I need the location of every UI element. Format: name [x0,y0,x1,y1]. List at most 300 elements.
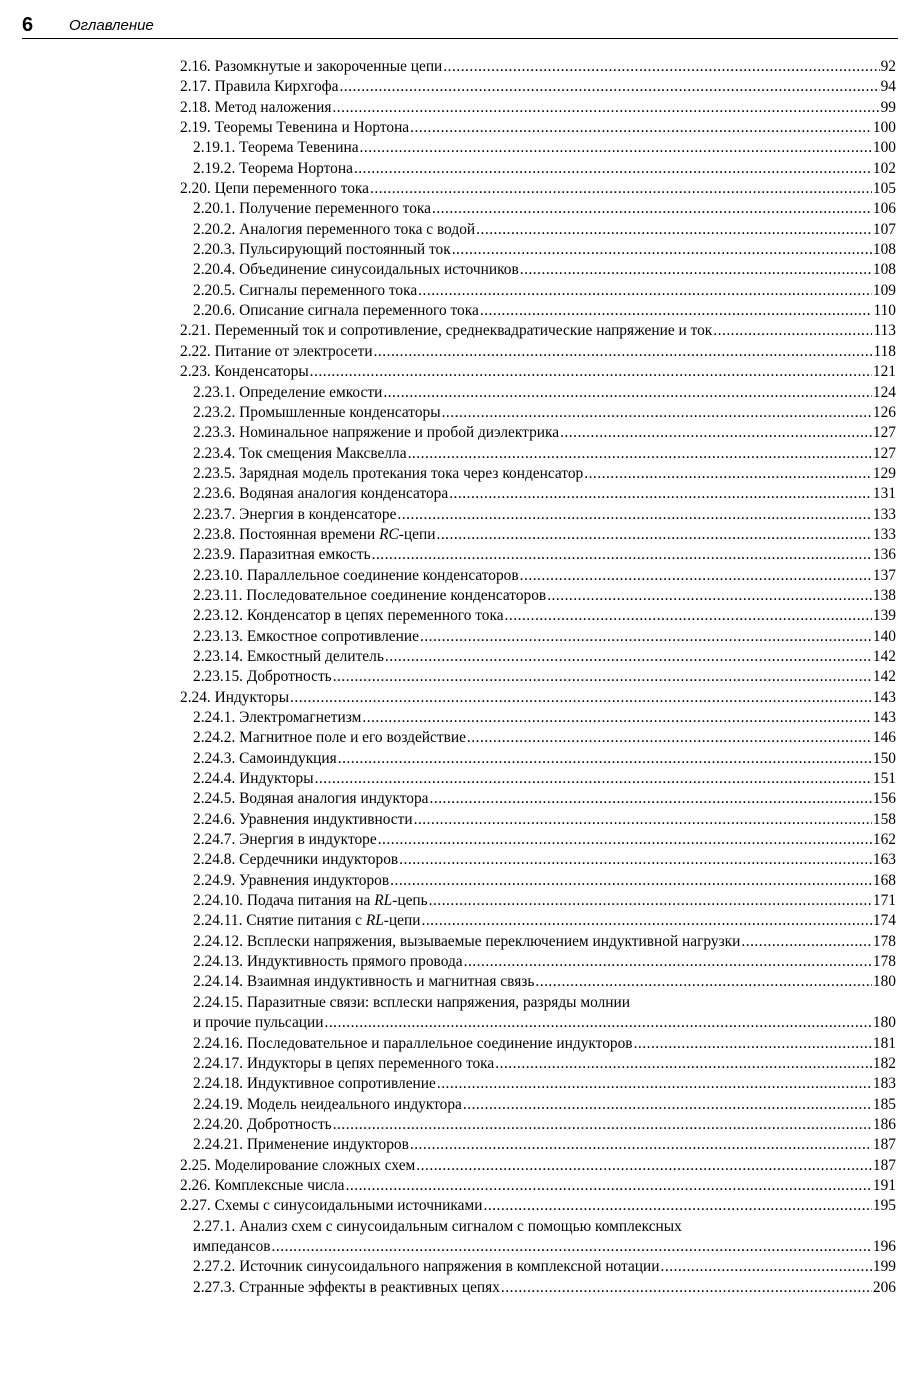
toc-page-number: 180 [872,973,896,991]
toc-leader-dots [310,362,872,382]
toc-entry-title-text: 2.23.13. Емкостное сопротивление [193,627,419,645]
toc-entry[interactable] [180,1054,896,1074]
toc-page-number: 113 [873,322,896,340]
toc-entry[interactable] [180,260,896,280]
toc-entry[interactable] [180,1074,896,1094]
toc-entry-title-text: 2.27. Схемы с синусоидальными источниками [180,1197,483,1215]
toc-entry[interactable] [180,1196,896,1216]
toc-page-number: 109 [872,281,896,299]
toc-entry[interactable] [180,423,896,443]
toc-leader-dots [713,321,872,341]
toc-page-number: 186 [872,1115,896,1133]
toc-entry-title [193,1054,494,1074]
toc-entry-title [193,1278,500,1298]
toc-entry-title-suffix: -цепи [398,525,436,543]
toc-entry[interactable] [180,321,896,341]
toc-entry[interactable] [180,118,896,138]
table-of-contents [180,57,896,1298]
toc-leader-dots [385,647,872,667]
toc-entry-title-text: 2.24.13. Индуктивность прямого провода [193,953,463,971]
toc-page-number: 150 [872,749,896,767]
toc-leader-dots [372,545,872,565]
running-title: Оглавление [69,17,154,34]
toc-entry[interactable] [180,383,896,403]
toc-entry-title-text: импедансов [193,1237,271,1255]
toc-entry[interactable] [180,545,896,565]
toc-entry[interactable] [180,1257,896,1277]
toc-entry-title [193,1013,323,1033]
toc-entry-title-text: и прочие пульсации [193,1014,324,1032]
toc-entry[interactable] [180,749,896,769]
toc-entry[interactable] [180,566,896,586]
toc-page-number: 191 [872,1176,896,1194]
toc-leader-dots [362,708,872,728]
toc-leader-dots [421,911,871,931]
toc-entry-title-text: 2.23.3. Номинальное напряжение и пробой диэлектрика [193,424,560,442]
toc-leader-dots [741,932,872,952]
toc-leader-dots [332,98,879,118]
toc-leader-dots [505,606,872,626]
toc-page-number: 136 [872,546,896,564]
toc-entry-title-text: 2.23.2. Промышленные конденсаторы [193,403,441,421]
toc-leader-dots [480,301,873,321]
toc-entry-title [193,932,740,952]
toc-entry-title [193,728,466,748]
toc-entry-title [180,321,712,341]
toc-entry-title-text: 2.24.17. Индукторы в цепях переменного тока [193,1054,495,1072]
toc-entry-title-text: 2.20.3. Пульсирующий постоянный ток [193,241,451,259]
toc-entry-title [193,1237,271,1257]
toc-entry[interactable] [180,586,896,606]
toc-entry[interactable] [180,850,896,870]
toc-entry-title [193,566,519,586]
toc-leader-dots [378,830,872,850]
toc-leader-dots [584,464,872,484]
toc-leader-dots [410,1135,872,1155]
toc-entry-title-text: 2.23.15. Добротность [193,668,332,686]
toc-leader-dots [547,586,872,606]
toc-entry-title-text: 2.24.21. Применение индукторов [193,1136,409,1154]
toc-entry-title-text: 2.24.7. Энергия в индукторе [193,831,377,849]
toc-page-number: 133 [872,505,896,523]
toc-page-number: 127 [872,424,896,442]
toc-entry[interactable] [180,911,896,931]
toc-entry-title [193,1135,409,1155]
toc-entry[interactable] [180,708,896,728]
toc-entry-title-text: 2.24. Индукторы [180,688,290,706]
toc-page-number: 137 [872,566,896,584]
toc-leader-dots [333,1115,872,1135]
toc-leader-dots [437,1074,872,1094]
toc-entry-title-line: 2.27.1. Анализ схем с синусоидальным сигналом с помощью комплексных [193,1217,682,1235]
page-header [22,12,898,39]
toc-entry-title-text: 2.16. Разомкнутые и закороченные цепи [180,58,443,75]
toc-entry-title-text: 2.23.6. Водяная аналогия конденсатора [193,485,449,503]
toc-page-number: 142 [872,668,896,686]
toc-entry-title [193,952,463,972]
toc-page-number: 187 [872,1136,896,1154]
toc-leader-dots [495,1054,872,1074]
toc-entry[interactable] [180,1176,896,1196]
toc-page-number: 168 [872,871,896,889]
toc-entry-title-text: 2.27.3. Странные эффекты в реактивных цепях [193,1278,500,1296]
toc-page-number: 206 [872,1278,896,1296]
toc-entry[interactable] [180,199,896,219]
toc-page-number: 142 [872,647,896,665]
toc-entry[interactable] [180,647,896,667]
toc-entry-title [193,444,407,464]
toc-page-number: 199 [872,1258,896,1276]
toc-page-number: 100 [872,139,896,157]
toc-entry-title [193,1257,660,1277]
toc-entry-title [193,301,479,321]
toc-entry-title [180,179,369,199]
toc-entry-title-text: 2.20. Цепи переменного тока [180,180,369,198]
toc-leader-dots [449,484,872,504]
toc-entry[interactable] [180,606,896,626]
toc-page-number: 178 [872,953,896,971]
toc-entry[interactable] [180,220,896,240]
toc-entry-title [193,850,398,870]
toc-entry-title [193,281,417,301]
toc-page-number: 140 [872,627,896,645]
toc-page-number: 129 [872,464,896,482]
toc-entry-title [180,362,309,382]
toc-entry-title [193,627,419,647]
toc-entry-title [193,1074,436,1094]
toc-page-number: 121 [872,363,896,381]
toc-leader-dots [535,972,872,992]
toc-entry-title-text: 2.23.5. Зарядная модель протекания тока через конденсатор [193,464,584,482]
toc-entry[interactable] [180,667,896,687]
toc-entry-title-text: 2.24.12. Всплески напряжения, вызываемые переключением индуктивной нагрузки [193,932,741,950]
toc-entry-title [193,647,384,667]
toc-entry-title-text: 2.19. Теоремы Тевенина и Нортона [180,119,410,137]
toc-entry[interactable] [180,972,896,992]
toc-page-number: 187 [872,1156,896,1174]
toc-entry-title-text: 2.20.5. Сигналы переменного тока [193,281,418,299]
toc-entry-title [193,199,431,219]
toc-entry-title [193,1115,332,1135]
toc-entry-title-text: 2.24.9. Уравнения индукторов [193,871,390,889]
toc-entry[interactable] [180,1237,896,1257]
toc-entry[interactable] [180,57,896,77]
toc-entry-title-italic: RL [365,912,384,930]
toc-entry[interactable] [180,362,896,382]
toc-leader-dots [390,871,872,891]
toc-entry-title-text: 2.23.9. Паразитная емкость [193,546,371,564]
toc-entry-title-text: 2.24.2. Магнитное поле и его воздействие [193,729,466,747]
toc-entry-title [180,342,373,362]
toc-entry[interactable] [180,789,896,809]
toc-entry-title [193,972,534,992]
toc-entry-title-text: 2.24.1. Электромагнетизм [193,709,362,726]
toc-entry-title [193,911,420,931]
toc-page-number: 131 [872,485,896,503]
toc-entry[interactable] [180,1135,896,1155]
toc-leader-dots [467,728,872,748]
toc-leader-dots [408,444,872,464]
toc-entry-title-text: 2.23. Конденсаторы [180,363,309,381]
toc-page-number: 146 [872,729,896,747]
toc-entry-title-text: 2.25. Моделирование сложных схем [180,1156,416,1174]
toc-entry-title [193,830,377,850]
toc-entry-title-text: 2.24.3. Самоиндукция [193,749,337,767]
toc-page-number: 107 [872,220,896,238]
toc-leader-dots [339,77,879,97]
toc-entry[interactable] [180,240,896,260]
toc-leader-dots [483,1196,871,1216]
toc-entry-title-text: 2.24.19. Модель неидеального индуктора [193,1095,462,1113]
toc-entry[interactable] [180,830,896,850]
toc-leader-dots [432,199,872,219]
toc-entry[interactable] [180,403,896,423]
toc-entry-title [180,688,289,708]
toc-leader-dots [272,1237,872,1257]
toc-entry-title [193,240,451,260]
toc-entry-title [193,403,441,423]
toc-entry-title-text: 2.24.20. Добротность [193,1115,332,1133]
toc-entry-title-text: 2.24.18. Индуктивное сопротивление [193,1075,436,1093]
toc-leader-dots [436,525,871,545]
toc-page-number: 196 [872,1237,896,1255]
toc-entry-title [193,871,389,891]
toc-entry[interactable] [180,301,896,321]
toc-leader-dots [463,1095,872,1115]
toc-page-number: 156 [872,790,896,808]
toc-page-number: 138 [872,586,896,604]
toc-leader-dots [324,1013,871,1033]
toc-entry-title [193,810,413,830]
toc-entry-title-text: 2.23.8. Постоянная времени [193,525,380,543]
toc-page-number: 195 [872,1197,896,1215]
toc-entry[interactable] [180,98,896,118]
toc-entry-title [193,138,359,158]
toc-entry-title [180,1156,415,1176]
toc-entry[interactable] [180,810,896,830]
toc-entry-title-text: 2.19.1. Теорема Тевенина [193,139,359,157]
toc-page-number: 178 [872,932,896,950]
toc-entry-title-text: 2.20.1. Получение переменного тока [193,200,431,218]
toc-page-number: 126 [872,403,896,421]
toc-entry[interactable] [180,525,896,545]
toc-entry-title [193,484,448,504]
toc-entry-title [180,98,331,118]
toc-entry-title [193,586,546,606]
toc-entry-title-italic: RC [379,525,399,543]
toc-entry[interactable] [180,484,896,504]
toc-entry-title-text: 2.24.5. Водяная аналогия индуктора [193,790,429,808]
toc-entry-title-text: 2.23.7. Энергия в конденсаторе [193,505,397,523]
toc-entry-title [193,1095,462,1115]
toc-entry-title [180,57,442,77]
toc-entry[interactable] [180,891,896,911]
toc-entry[interactable] [180,871,896,891]
toc-entry[interactable] [180,1115,896,1135]
toc-page-number: 163 [872,851,896,869]
toc-page-number: 182 [872,1054,896,1072]
toc-leader-dots [430,789,872,809]
toc-leader-dots [420,627,872,647]
toc-leader-dots [476,220,872,240]
toc-entry-title-text: 2.23.1. Определение емкости [193,383,383,401]
toc-leader-dots [399,850,872,870]
toc-leader-dots [414,810,872,830]
toc-page-number: 102 [872,159,896,177]
toc-entry-title [193,423,559,443]
toc-leader-dots [315,769,872,789]
toc-leader-dots [370,179,872,199]
toc-entry[interactable] [180,505,896,525]
toc-entry-title [180,1176,345,1196]
toc-entry[interactable] [180,179,896,199]
toc-entry-title [180,77,338,97]
toc-entry-title [193,1034,633,1054]
toc-entry-title-text: 2.20.2. Аналогия переменного тока с водой [193,220,476,238]
toc-entry-title [193,708,361,728]
toc-entry[interactable] [180,444,896,464]
toc-entry[interactable] [180,728,896,748]
toc-entry[interactable] [180,688,896,708]
toc-page-number: 105 [872,180,896,198]
toc-entry[interactable] [180,1013,896,1033]
toc-entry-title [193,545,371,565]
toc-leader-dots [634,1034,872,1054]
toc-leader-dots [520,566,872,586]
toc-entry-title-text: 2.24.16. Последовательное и параллельное соединение индукторов [193,1034,633,1052]
toc-entry-title [193,749,337,769]
toc-entry-title [193,667,332,687]
toc-entry-title-text: 2.24.4. Индукторы [193,770,314,788]
toc-entry-title-text: 2.24.11. Снятие питания с [193,912,366,930]
toc-leader-dots [520,260,872,280]
toc-page-number: 124 [872,383,896,401]
toc-leader-dots [661,1257,872,1277]
toc-entry-title-text: 2.23.14. Емкостный делитель [193,647,384,665]
toc-entry[interactable] [180,932,896,952]
toc-page-number: 108 [872,241,896,259]
toc-entry[interactable] [180,1034,896,1054]
toc-entry[interactable] [180,138,896,158]
toc-entry[interactable] [180,159,896,179]
toc-entry[interactable] [180,342,896,362]
toc-page-number: 171 [872,892,896,910]
toc-page-number: 99 [880,98,896,116]
toc-page-number: 162 [872,831,896,849]
toc-leader-dots [290,688,872,708]
page-number: 6 [22,14,34,36]
toc-entry[interactable] [180,1278,896,1298]
toc-entry-title [193,383,382,403]
toc-page-number: 92 [880,58,896,75]
toc-entry-title-suffix: -цепи [383,912,421,930]
toc-page-number: 100 [872,119,896,137]
toc-entry-title [193,220,475,240]
toc-leader-dots [416,1156,872,1176]
toc-leader-dots [501,1278,872,1298]
toc-page-number: 181 [872,1034,896,1052]
toc-entry-title [193,769,314,789]
toc-page-number: 118 [873,342,896,360]
toc-page-number: 180 [872,1014,896,1032]
toc-leader-dots [410,118,872,138]
toc-entry-title-text: 2.20.4. Объединение синусоидальных источников [193,261,519,279]
toc-entry-title-italic: RL [374,892,393,910]
toc-entry-title-suffix: -цепь [392,892,428,910]
toc-entry-title [193,464,583,484]
toc-entry-title-text: 2.17. Правила Кирхгофа [180,78,339,96]
toc-entry-title [180,1196,482,1216]
toc-page-number: 106 [872,200,896,218]
toc-page-number: 108 [872,261,896,279]
toc-leader-dots [560,423,872,443]
toc-page-number: 174 [872,912,896,930]
toc-entry-title [193,159,353,179]
toc-leader-dots [338,749,872,769]
toc-entry-title-text: 2.20.6. Описание сигнала переменного тока [193,302,479,320]
toc-entry[interactable] [180,77,896,97]
toc-entry[interactable] [180,281,896,301]
toc-page-number: 185 [872,1095,896,1113]
toc-entry-title-text: 2.24.10. Подача питания на [193,892,375,910]
toc-leader-dots [429,891,872,911]
toc-page-number: 127 [872,444,896,462]
toc-leader-dots [333,667,872,687]
toc-entry-title-text: 2.22. Питание от электросети [180,342,373,360]
toc-entry-title-text: 2.23.4. Ток смещения Максвелла [193,444,407,462]
toc-entry-title-text: 2.18. Метод наложения [180,98,332,116]
toc-leader-dots [418,281,872,301]
toc-page-number: 183 [872,1075,896,1093]
toc-entry-title-text: 2.19.2. Теорема Нортона [193,159,353,177]
toc-entry[interactable] [180,952,896,972]
toc-entry[interactable] [180,627,896,647]
toc-entry[interactable] [180,1156,896,1176]
toc-entry-title [193,260,519,280]
toc-leader-dots [443,57,879,77]
toc-entry[interactable] [180,1095,896,1115]
toc-entry[interactable] [180,464,896,484]
toc-entry-title-text: 2.27.2. Источник синусоидального напряжения в комплексной нотации [193,1258,660,1276]
toc-entry-title [193,789,429,809]
toc-leader-dots [360,138,872,158]
toc-entry-title-text: 2.24.8. Сердечники индукторов [193,851,399,869]
toc-leader-dots [354,159,872,179]
toc-entry-title [180,118,409,138]
toc-entry[interactable] [180,769,896,789]
toc-leader-dots [383,383,872,403]
toc-leader-dots [442,403,872,423]
toc-page-number: 151 [872,770,896,788]
toc-entry-title-line: 2.24.15. Паразитные связи: всплески напряжения, разряды молнии [193,993,630,1011]
toc-page-number: 158 [872,810,896,828]
toc-entry-title [193,505,396,525]
toc-leader-dots [397,505,871,525]
toc-leader-dots [374,342,873,362]
toc-leader-dots [346,1176,872,1196]
toc-page-number: 139 [872,607,896,625]
toc-leader-dots [464,952,872,972]
toc-entry-title-text: 2.23.10. Параллельное соединение конденсаторов [193,566,519,584]
toc-page-number: 94 [880,78,896,96]
toc-entry-title-text: 2.24.6. Уравнения индуктивности [193,810,413,828]
toc-leader-dots [452,240,872,260]
toc-entry-title-text: 2.26. Комплексные числа [180,1176,345,1194]
toc-page-number: 143 [872,709,896,726]
toc-entry-title-text: 2.23.12. Конденсатор в цепях переменного тока [193,607,504,625]
toc-entry-title [193,891,428,911]
toc-page-number: 143 [872,688,896,706]
